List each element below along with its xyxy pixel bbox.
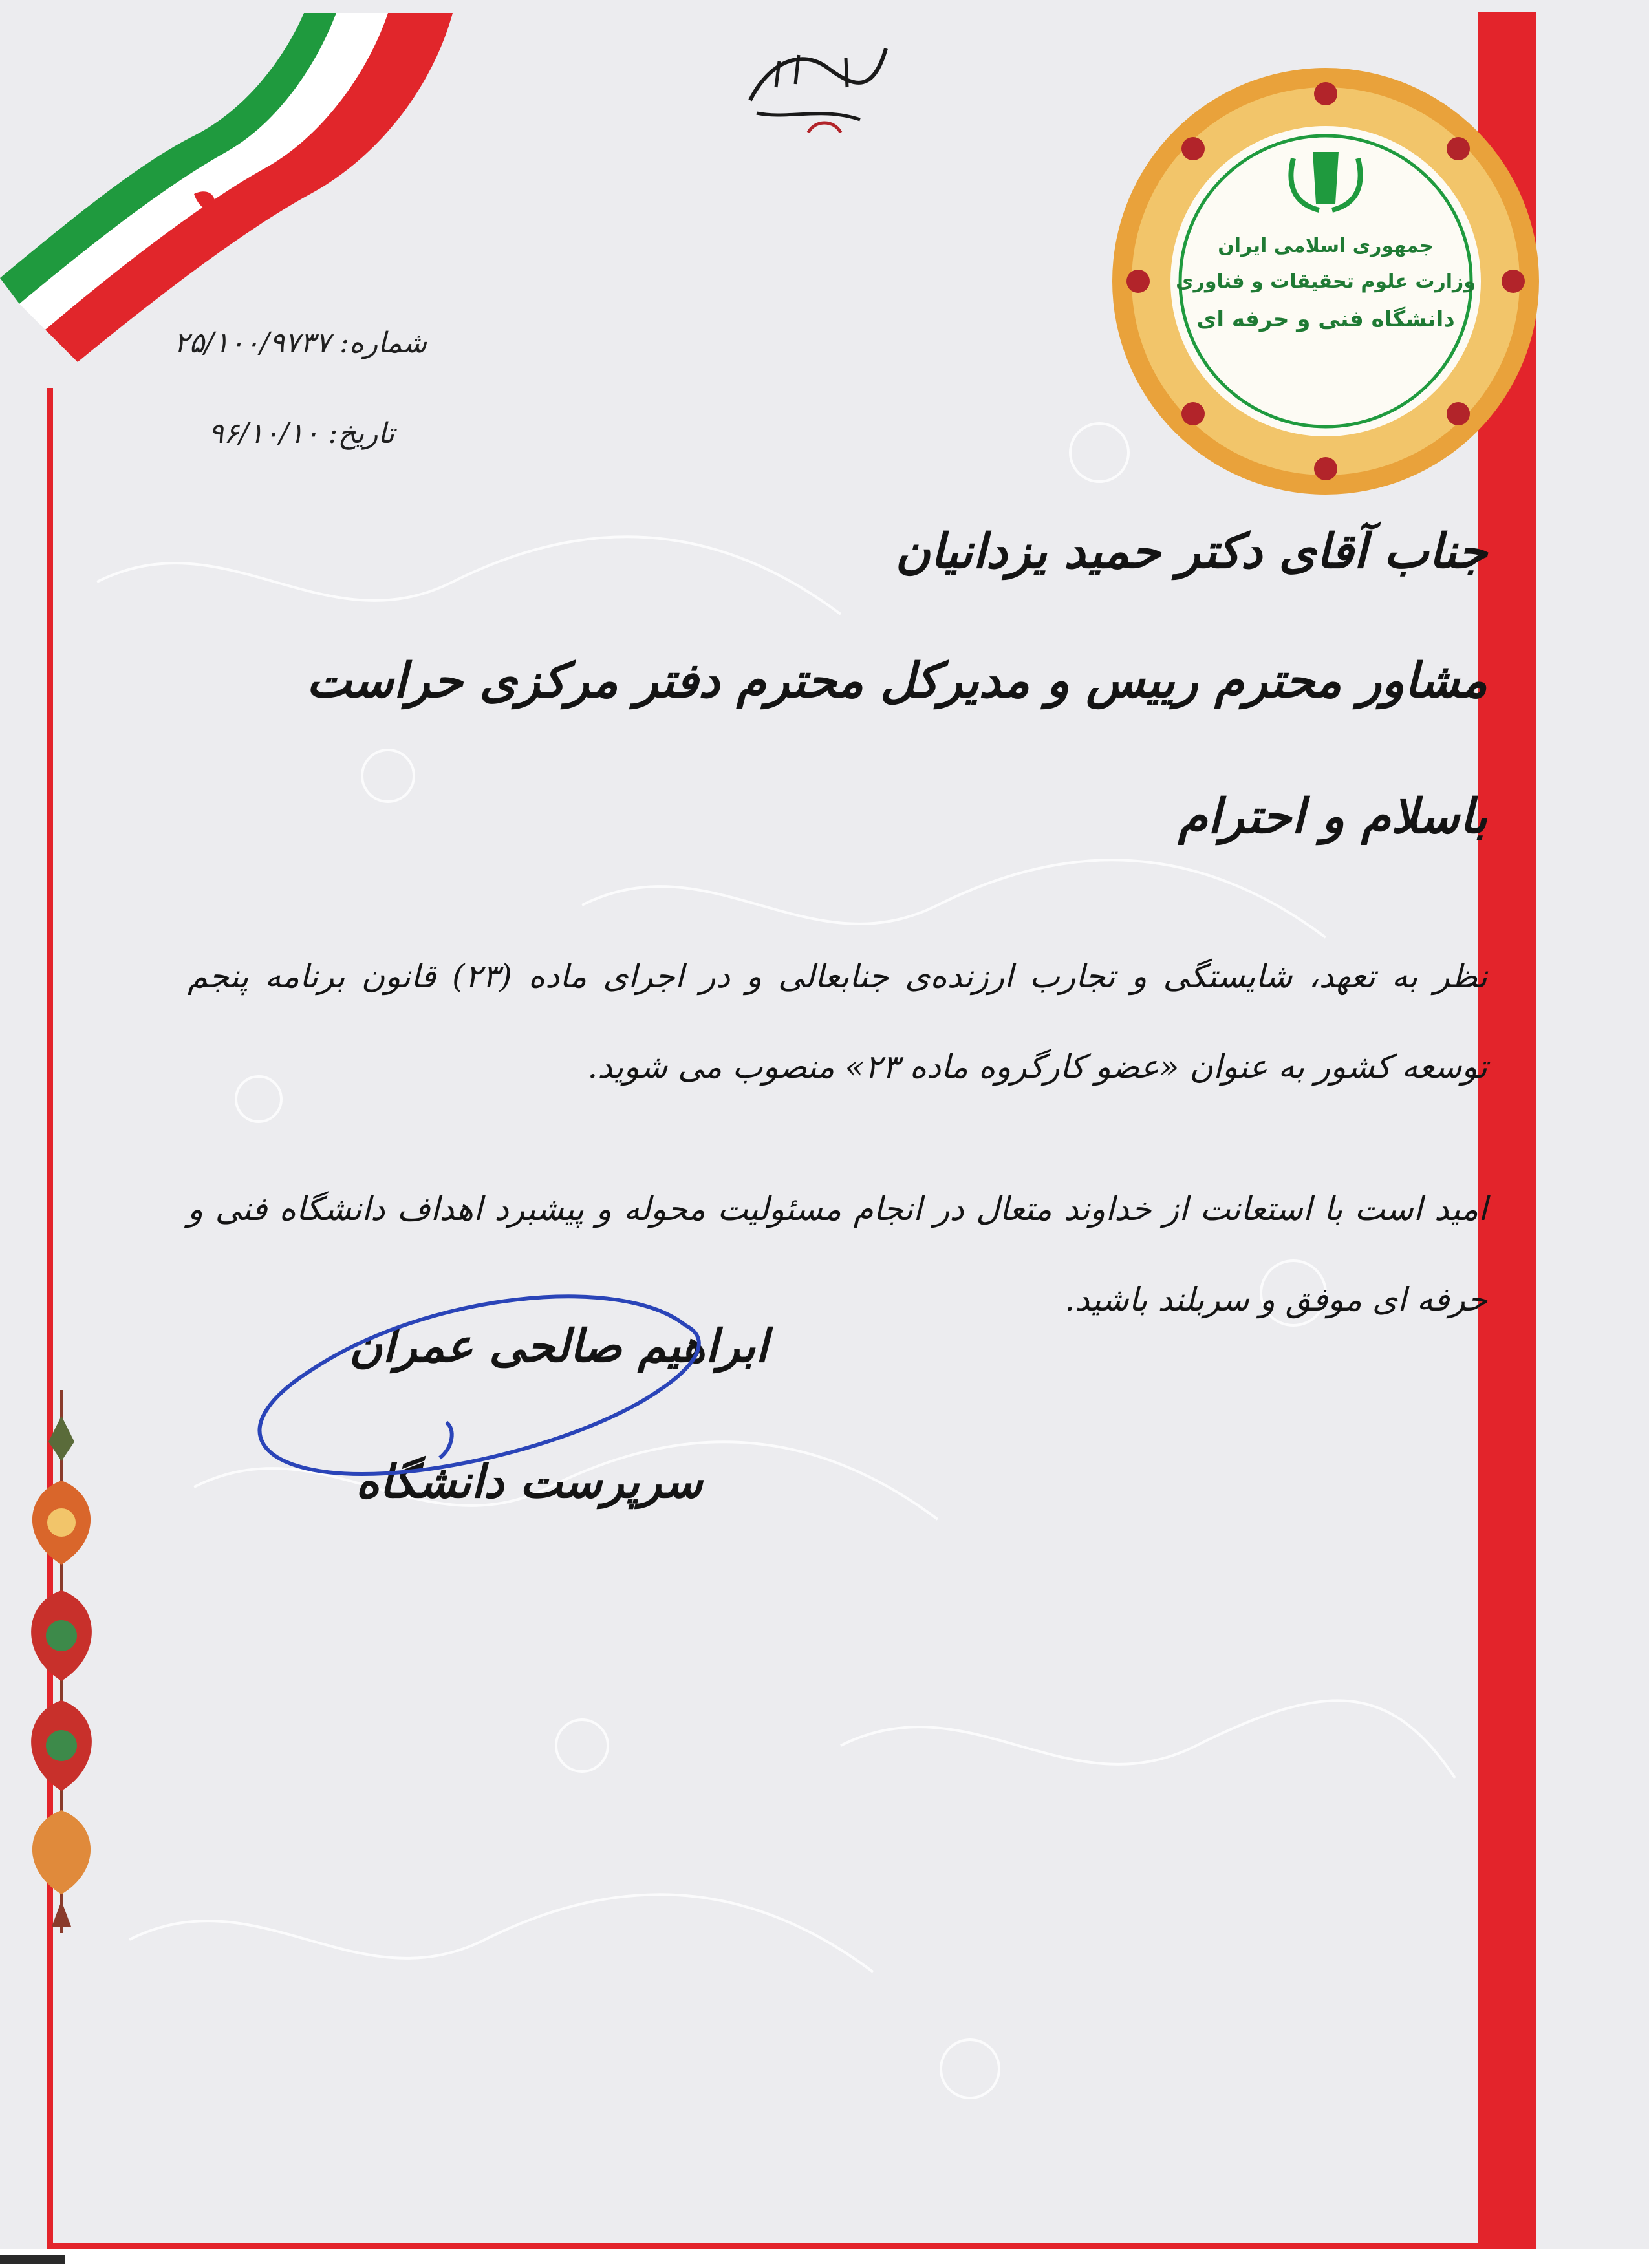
seal-line-2: وزارت علوم تحقیقات و فناوری [1176, 270, 1476, 293]
scan-footer-strip [0, 2249, 1649, 2268]
letter-date: تاریخ: ۹۶/۱۰/۱۰ [208, 417, 394, 450]
body-paragraph-2: امید است با استعانت از خداوند متعال در انجام مسئولیت محوله و پیشبرد اهداف دانشگاه فنی و حرفه ای موفق و سربلند باشید. [188, 1190, 1487, 1318]
university-seal-icon [1099, 55, 1552, 508]
letter-number: شماره: ۲۵/۱۰۰/۹۷۳۷ [173, 326, 427, 359]
side-floral-ornament-icon [13, 1390, 110, 1933]
basmala-calligraphy-icon [731, 23, 899, 145]
signature-icon [233, 1280, 724, 1513]
scan-footer-tag [0, 2255, 65, 2264]
addressee-position: مشاور محترم رییس و مدیرکل محترم دفتر مرکزی حراست [306, 653, 1487, 709]
signer-title: سرپرست دانشگاه [356, 1455, 703, 1508]
greeting: باسلام و احترام [1178, 789, 1487, 844]
seal-line-1: جمهوری اسلامی ایران [1218, 235, 1434, 257]
addressee: جناب آقای دکتر حمید یزدانیان [895, 524, 1487, 579]
signer-name: ابراهیم صالحی عمران [349, 1319, 768, 1373]
body-paragraph-1: نظر به تعهد، شایستگی و تجارب ارزنده‌ی جنابعالی و در اجرای ماده (۲۳) قانون برنامه پنجم توسعه کشور به عنوان «عضو کارگروه ماده ۲۳» منصوب می شوید. [188, 957, 1487, 1086]
bottom-red-border [47, 2243, 1536, 2249]
left-red-border [47, 388, 53, 2250]
seal-line-3: دانشگاه فنی و حرفه ای [1196, 306, 1455, 332]
